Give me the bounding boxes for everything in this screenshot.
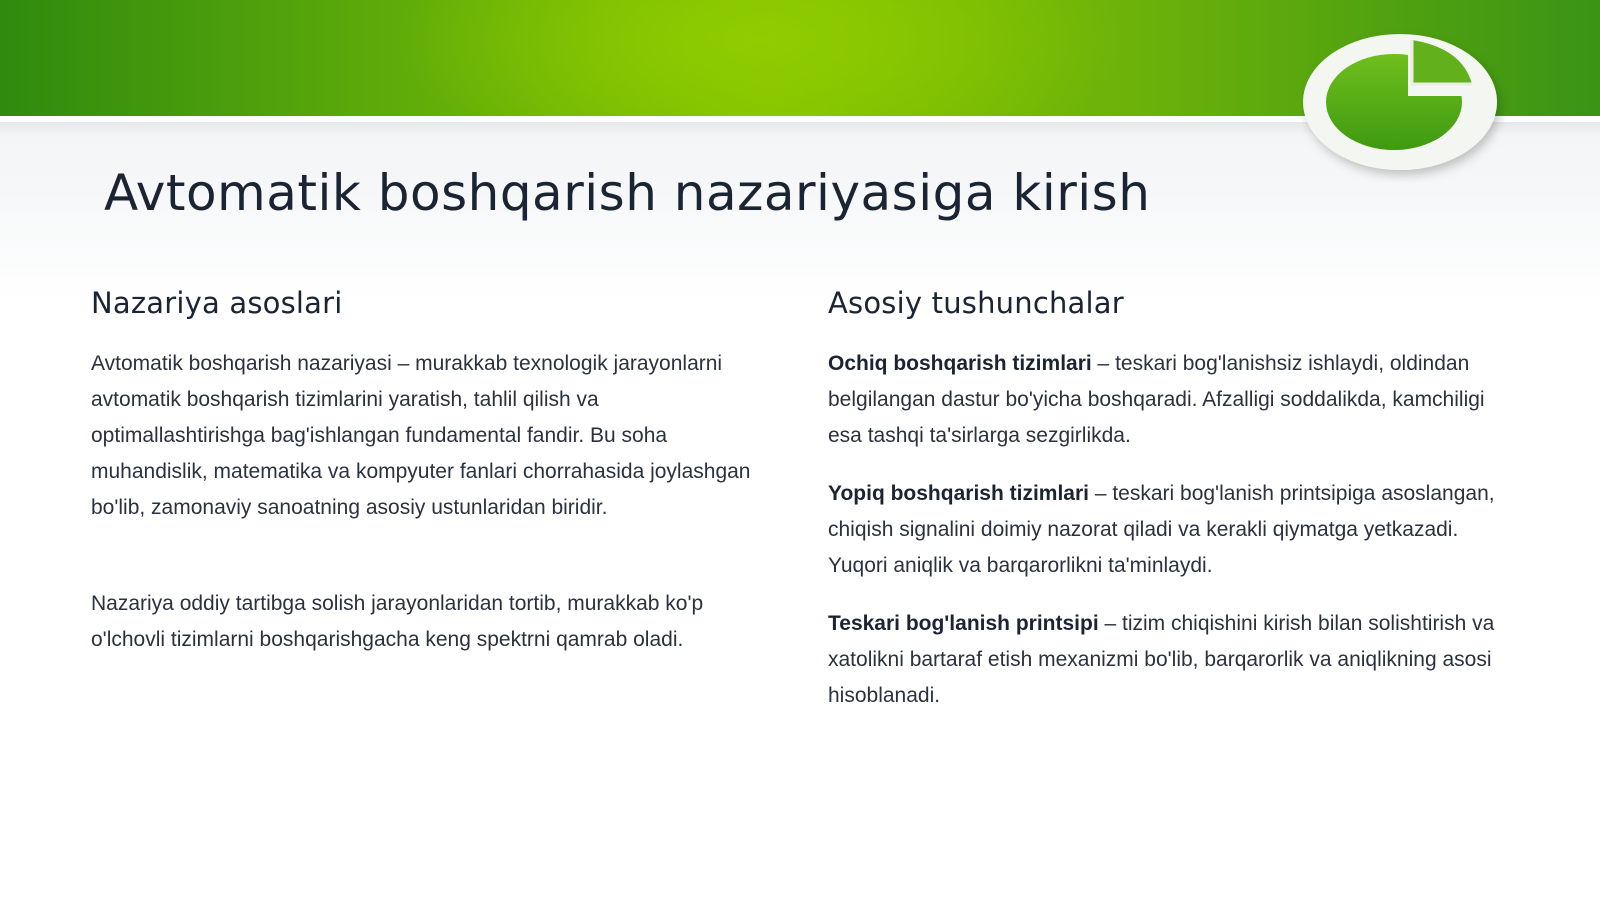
left-paragraph-1: Avtomatik boshqarish nazariyasi – murakkab texnologik jarayonlarni avtomatik boshqarish tizimlarini yaratish, tahlil qilish va optimallashtirishga bag'ishlangan fundamental fandir. Bu soha muhandislik, matematika va kompyuter fanlari chorrahasida joylashgan bo'lib, zamonaviy sanoatning asosiy ustunlaridan biridir. (91, 352, 751, 519)
concept-term: Yopiq boshqarish tizimlari (828, 482, 1089, 505)
concept-text: – teskari bog'lanishsiz ishlaydi, oldindan belgilangan dastur bo'yicha boshqaradi. Afzalligi soddalikda, kamchiligi esa tashqi ta'sirlarga sezgirlikda. (828, 352, 1485, 447)
concept-item-feedback-principle (828, 606, 1518, 714)
page-title: Avtomatik boshqarish nazariyasiga kirish (104, 164, 1151, 222)
concept-text: – tizim chiqishini kirish bilan solishtirish va xatolikni bartaraf etish mexanizmi bo'lib, barqarorlik va aniqlikning asosi hisoblanadi. (828, 612, 1495, 707)
right-column (828, 286, 1518, 736)
concept-term: Ochiq boshqarish tizimlari (828, 352, 1092, 375)
left-heading: Nazariya asoslari (91, 286, 343, 320)
concept-item-closed-systems (828, 476, 1518, 584)
left-paragraph-2: Nazariya oddiy tartibga solish jarayonlaridan tortib, murakkab ko'p o'lchovli tizimlarni boshqarishgacha keng spektrni qamrab oladi. (91, 592, 704, 651)
concept-item-open-systems (828, 346, 1518, 454)
green-pie-chart-logo-icon (1302, 22, 1534, 182)
concept-term: Teskari bog'lanish printsipi (828, 612, 1099, 635)
right-heading: Asosiy tushunchalar (828, 286, 1124, 320)
concept-text: – teskari bog'lanish printsipiga asoslangan, chiqish signalini doimiy nazorat qiladi va kerakli qiymatga yetkazadi. Yuqori aniqlik va barqarorlikni ta'minlaydi. (828, 482, 1495, 577)
left-column (91, 286, 771, 658)
